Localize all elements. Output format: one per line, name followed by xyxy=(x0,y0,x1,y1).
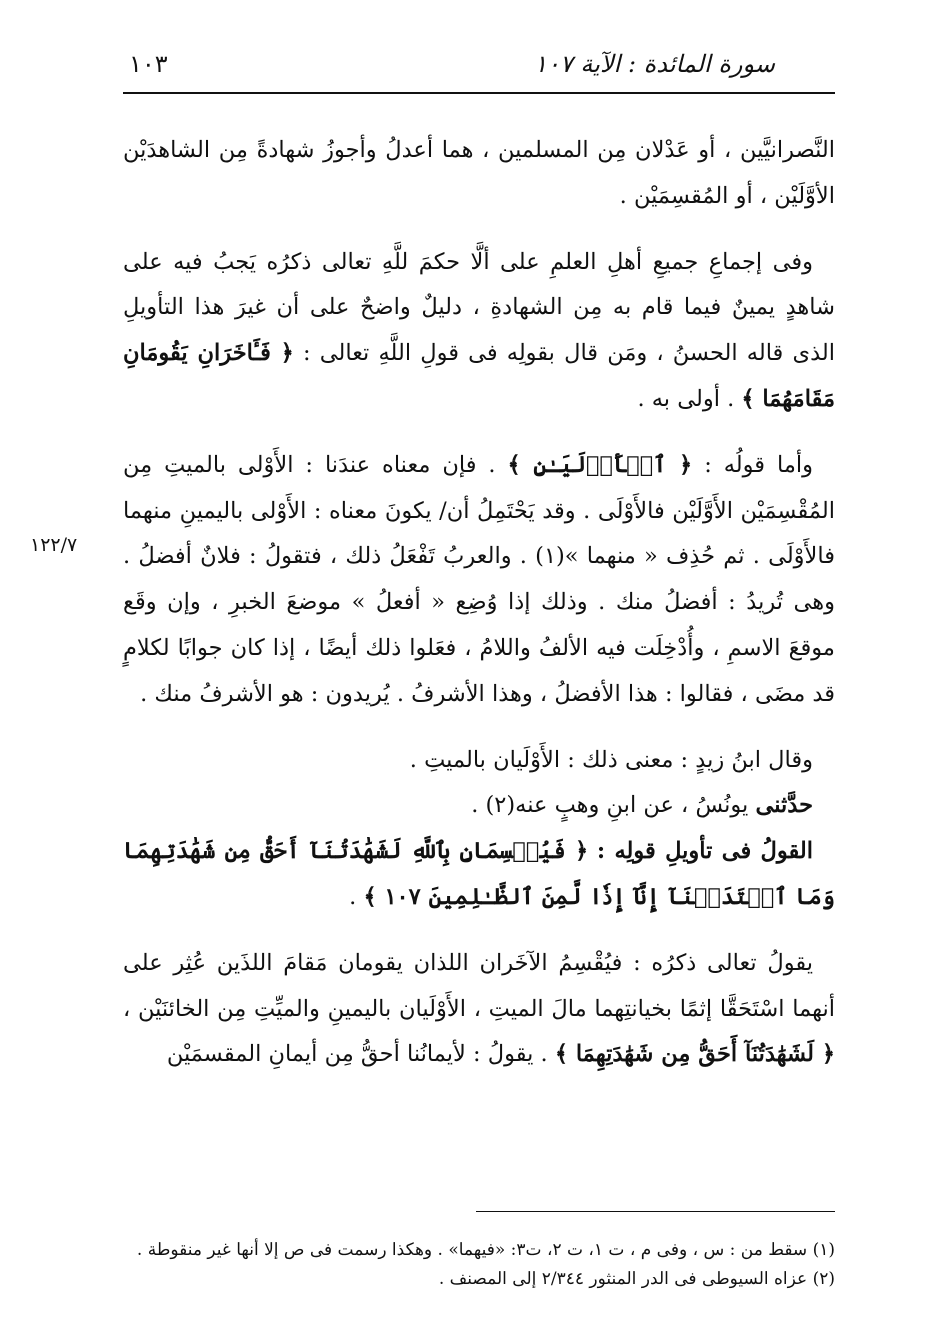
paragraph-text: وفى إجماعِ جميعِ أهلِ العلمِ على ألَّا حكمَ للَّهِ تعالى ذكرُه يَجبُ فيه على شاهدٍ يمينٌ فيما قام به مِن الشهادةِ ، دليلٌ واضحٌ على أن غيرَ هذا التأويلِ الذى قاله الحسنُ ، ومَن قال بقولِه فى قولِ اللَّهِ تعالى : xyxy=(123,248,835,367)
quran-quote: ﴿ ٱلۡأَوۡلَيَـٰنِ ﴾ xyxy=(507,451,693,478)
footnotes xyxy=(123,1236,835,1294)
quran-verse: ﴿ فَيُقۡسِمَانِ بِٱللَّهِ لَشَهَٰدَتُنَآ أَحَقُّ مِن شَهَٰدَتِهِمَا وَمَا ٱعۡتَدَيۡنَآ إِنَّآ إِذٗا لَّمِنَ ٱلظَّـٰلِمِينَ ١٠٧ ﴾ xyxy=(123,838,835,910)
main-text xyxy=(123,128,835,1078)
paragraph-text: وأما قولُه : xyxy=(704,451,813,478)
paragraph-text: يونُسُ ، عن ابنِ وهبٍ عنه(٢) . xyxy=(471,792,749,819)
paragraph-text: يقولُ تعالى ذكرُه : فيُقْسِمُ الآخَران اللذان يقومان مَقامَ اللذَين عُثِر على أنهما اسْتَحَقَّا إثمًا بخيانتِهما مالَ الميتِ ، الأَوْلَيان باليمينِ والميِّتِ مِن الخائنَيْن ، xyxy=(123,949,835,1022)
paragraph-text: وقال ابنُ زيدٍ : معنى ذلك : الأَوْلَيان بالميتِ . xyxy=(409,746,813,773)
paragraph-4 xyxy=(123,738,835,784)
paragraph-text: . xyxy=(349,883,357,910)
quran-quote: ﴿ فَـَٔاخَرَانِ يَقُومَانِ مَقَامَهُمَا ﴾ xyxy=(123,340,835,412)
running-header xyxy=(123,40,835,94)
section-heading xyxy=(123,829,835,921)
paragraph-text: . فإن معناه عندَنا : الأَوْلى بالميتِ مِن المُقْسِمَيْن الأَوَّلَيْن فالأَوْلَى . وقد يَحْتَمِلُ أن/ يكونَ معناه : الأَوْلى باليمينِ منهما فالأَوْلَى . ثم حُذِف « منهما »(١) . والعربُ تَفْعَلُ ذلك ، فتقولُ : فلانٌ أفضلُ . وهى تُريدُ : أفضلُ منك . وذلك إذا وُضِع « أفعلُ » موضعَ الخبرِ ، وإن وقَع موقعَ الاسمِ ، وأُدْخِلَت فيه الألفُ واللامُ ، فعَلوا ذلك أيضًا ، إذا كان جوابًا لكلامٍ قد مضَى ، فقالوا : هذا الأفضلُ ، وهذا الأشرفُ . يُريدون : هو الأشرفُ منك . xyxy=(123,451,835,707)
paragraph-text: النَّصرانيَّين ، أو عَدْلان مِن المسلمين ، هما أعدلُ وأجوزُ شهادةً مِن الشاهدَيْن الأوَّلَيْن ، أو المُقسِمَيْن . xyxy=(123,137,835,209)
page-number: ١٠٣ xyxy=(129,50,168,78)
margin-reference: ١٢٢/٧ xyxy=(30,534,78,556)
quran-quote: ﴿ لَشَهَٰدَتُنَآ أَحَقُّ مِن شَهَٰدَتِهِمَا ﴾ xyxy=(554,1041,835,1068)
footnote-1: (١) سقط من : س ، وفى م ، ت ١، ت ٢، ت٣: «فيهما» . وهكذا رسمت فى ص إلا أنها غير منقوطة . xyxy=(136,1240,835,1260)
heading-lead: القولُ فى تأويلِ قولِه : xyxy=(596,838,813,865)
paragraph-2 xyxy=(123,240,835,423)
paragraph-3 xyxy=(123,443,835,718)
paragraph-5 xyxy=(123,783,835,829)
paragraph-7 xyxy=(123,941,835,1078)
surah-title: سورة المائدة : الآية ١٠٧ xyxy=(534,50,775,78)
paragraph-text: . يقولُ : لأيمانُنا أحقُّ مِن أيمانِ المقسمَيْن xyxy=(166,1041,548,1068)
footnote-2: (٢) عزاه السيوطى فى الدر المنثور ٢/٣٤٤ إلى المصنف . xyxy=(438,1269,835,1289)
footnote-divider xyxy=(476,1211,835,1212)
paragraph-text: . أولى به . xyxy=(637,385,735,412)
isnad-lead: حدَّثنى xyxy=(755,792,813,819)
paragraph-1 xyxy=(123,128,835,220)
